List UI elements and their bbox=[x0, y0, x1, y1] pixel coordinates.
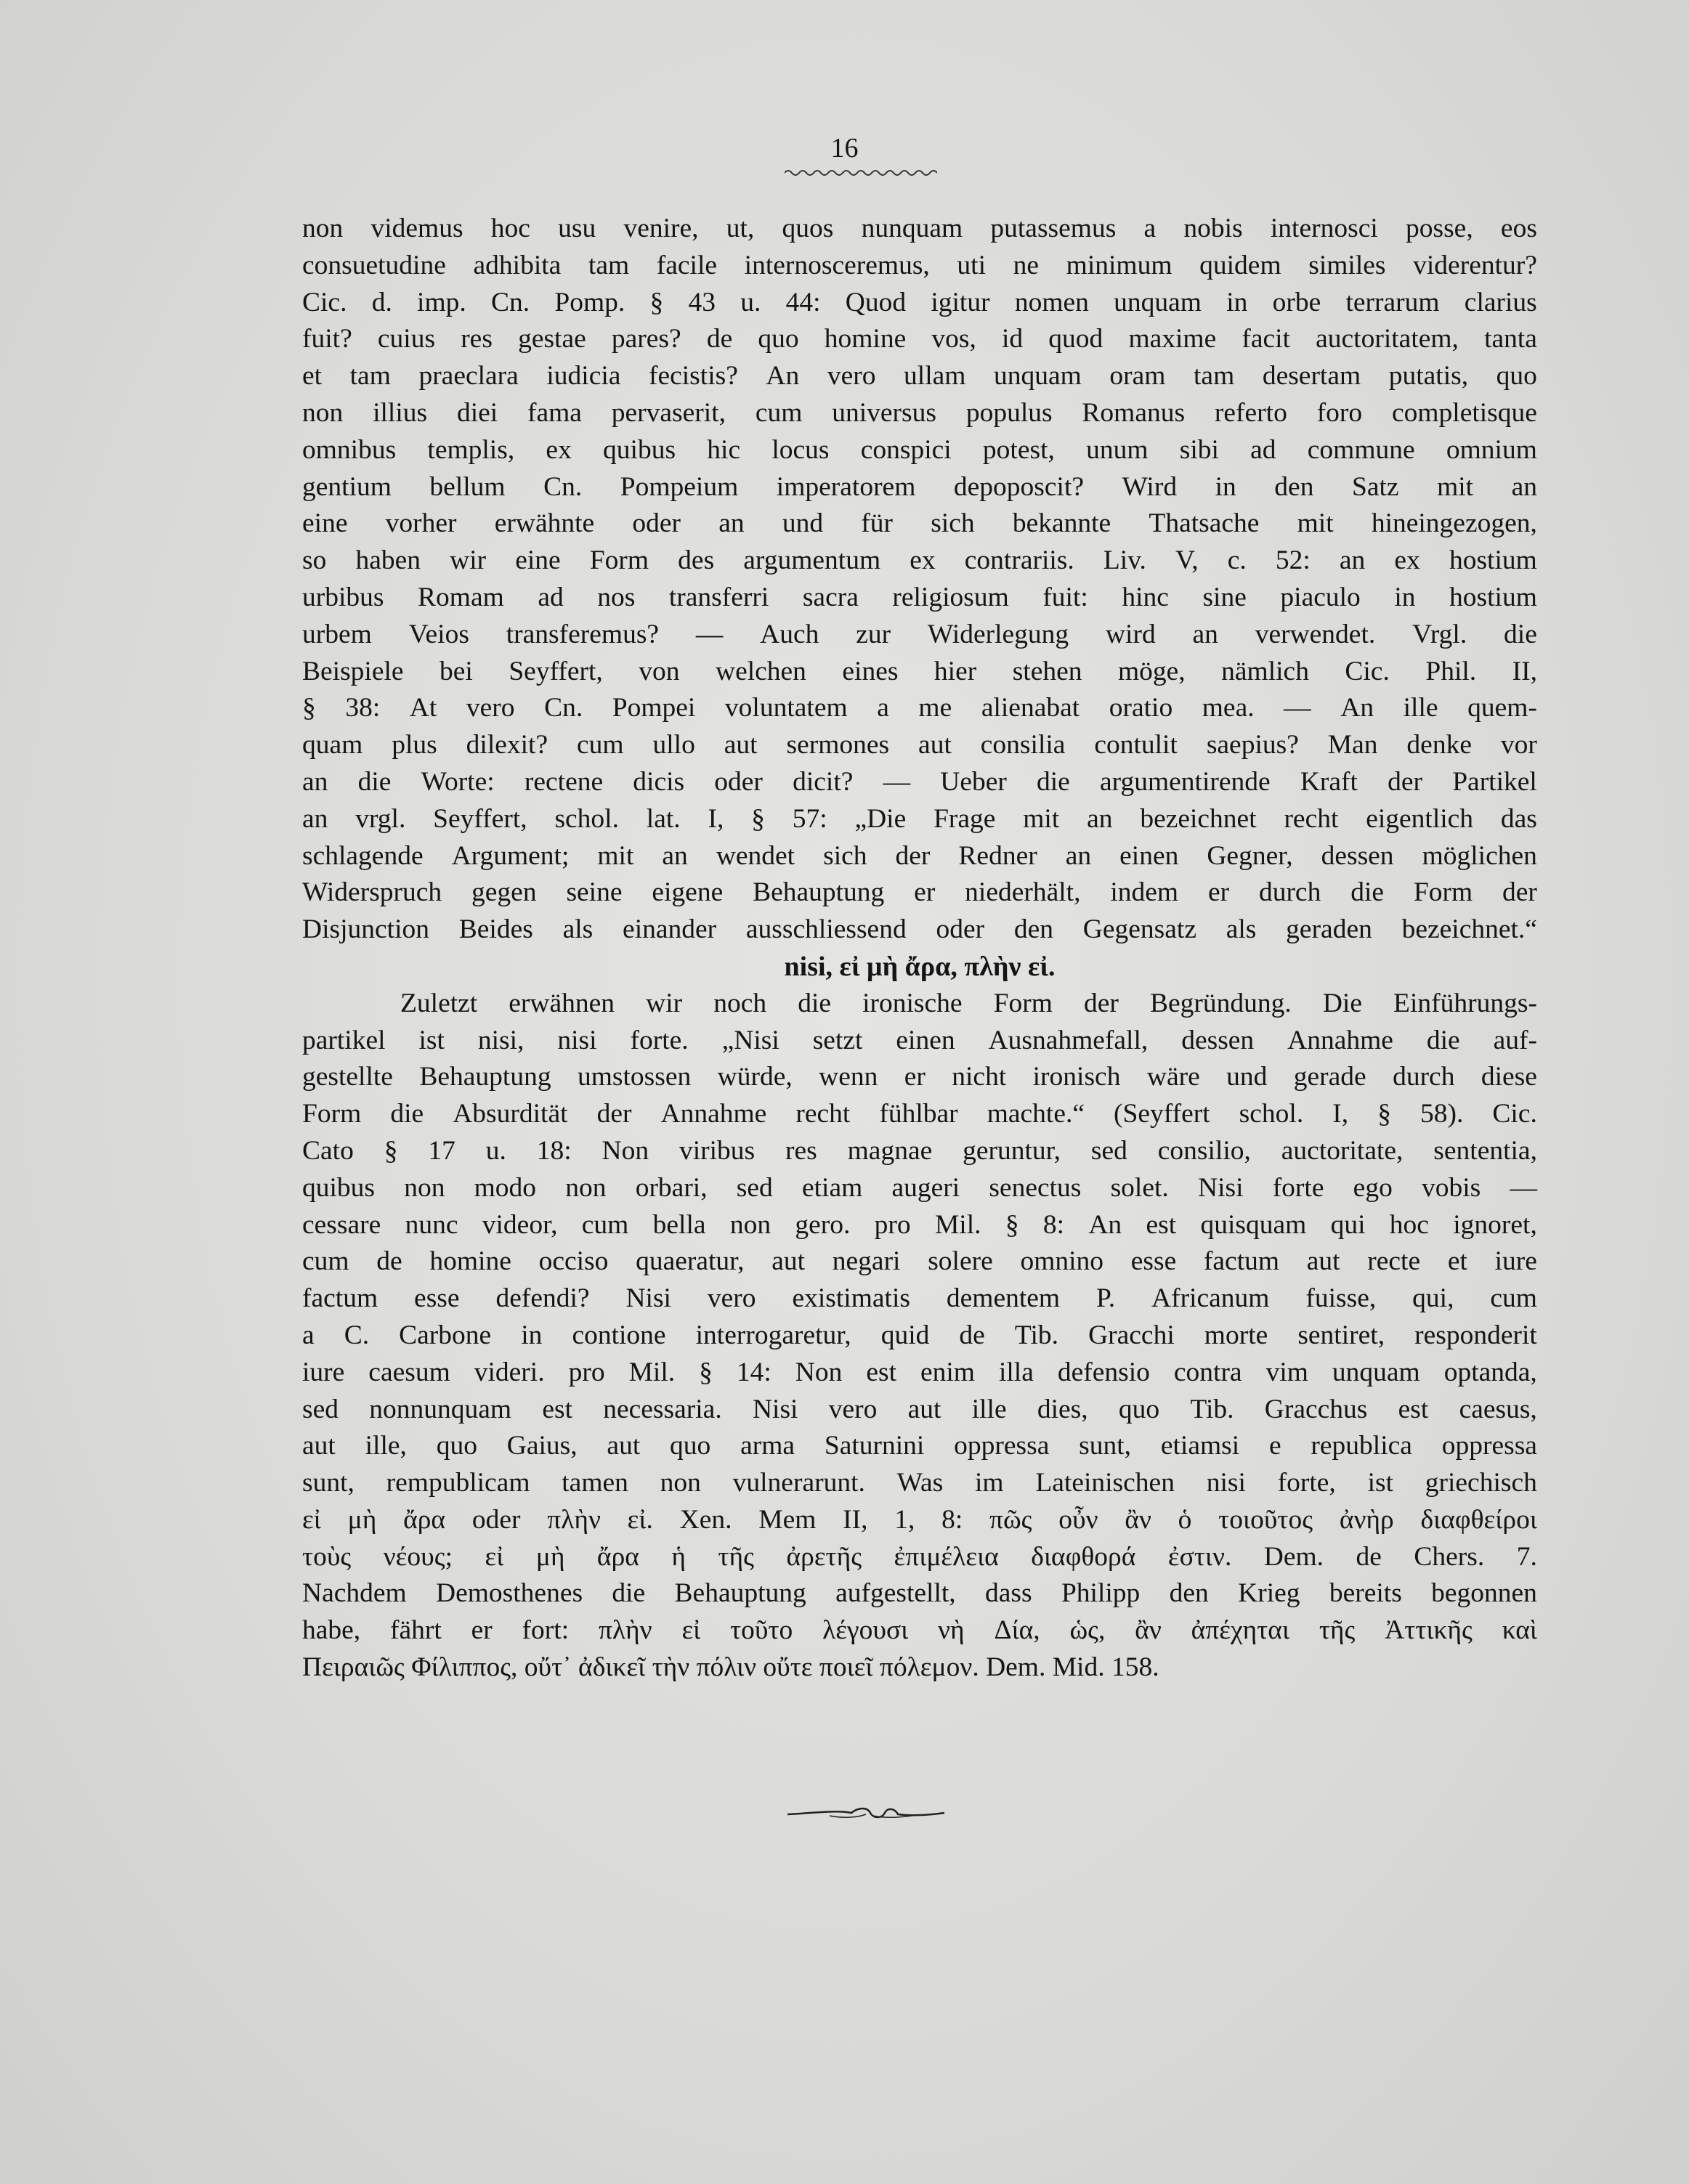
text-line: Widerspruch gegen seine eigene Behauptung er niederhält, indem er durch die Form der bbox=[302, 877, 1537, 908]
text-line: et tam praeclara iudicia fecistis? An vero ullam unquam oram tam desertam putatis, quo bbox=[302, 361, 1537, 391]
text-line: sunt, rempublicam tamen non vulnerarunt. Was im Lateinischen nisi forte, ist griechisch bbox=[302, 1468, 1537, 1498]
text-line: Cato § 17 u. 18: Non viribus res magnae geruntur, sed consilio, auctoritate, sententia, bbox=[302, 1135, 1537, 1166]
text-line: cessare nunc videor, cum bella non gero. pro Mil. § 8: An est quisquam qui hoc ignoret, bbox=[302, 1209, 1537, 1240]
text-line: quibus non modo non orbari, sed etiam augeri senectus solet. Nisi forte ego vobis — bbox=[302, 1172, 1537, 1203]
text-line: Form die Absurdität der Annahme recht fühlbar machte.“ (Seyffert schol. I, § 58). Cic. bbox=[302, 1099, 1537, 1129]
text-line: an die Worte: rectene dicis oder dicit? — Ueber die argumentirende Kraft der Partikel bbox=[302, 766, 1537, 797]
wavy-rule-ornament bbox=[785, 166, 937, 180]
text-line: non illius diei fama pervaserit, cum universus populus Romanus referto foro completisque bbox=[302, 397, 1537, 428]
text-line: quam plus dilexit? cum ullo aut sermones aut consilia contulit saepius? Man denke vor bbox=[302, 730, 1537, 760]
text-line: εἰ μὴ ἄρα oder πλὴν εἰ. Xen. Mem II, 1, 8: πῶς οὖν ἂν ὁ τοιοῦτος ἀνὴρ διαφθείροι bbox=[302, 1504, 1537, 1535]
text-line: τοὺς νέους; εἰ μὴ ἄρα ἡ τῆς ἀρετῆς ἐπιμέλεια διαφθορά ἐστιν. Dem. de Chers. 7. bbox=[302, 1541, 1537, 1572]
text-line: Disjunction Beides als einander ausschliessend oder den Gegensatz als geraden bezeichnet.“ bbox=[302, 914, 1537, 945]
body-text bbox=[302, 211, 1537, 1686]
text-line: urbem Veios transferemus? — Auch zur Widerlegung wird an verwendet. Vrgl. die bbox=[302, 619, 1537, 649]
text-line: an vrgl. Seyffert, schol. lat. I, § 57: „Die Frage mit an bezeichnet recht eigentlich das bbox=[302, 803, 1537, 834]
text-line: Zuletzt erwähnen wir noch die ironische Form der Begründung. Die Einführungs- bbox=[400, 988, 1537, 1018]
text-line: Beispiele bei Seyffert, von welchen eines hier stehen möge, nämlich Cic. Phil. II, bbox=[302, 656, 1537, 686]
page-number: 16 bbox=[830, 133, 859, 163]
section-heading: nisi, εἰ μὴ ἄρα, πλὴν εἰ. bbox=[784, 951, 1056, 982]
text-line: schlagende Argument; mit an wendet sich der Redner an einen Gegner, dessen möglichen bbox=[302, 840, 1537, 871]
text-line: factum esse defendi? Nisi vero existimatis dementem P. Africanum fuisse, qui, cum bbox=[302, 1283, 1537, 1314]
text-line: iure caesum videri. pro Mil. § 14: Non est enim illa defensio contra vim unquam optanda, bbox=[302, 1357, 1537, 1387]
closing-flourish-ornament bbox=[786, 1803, 946, 1824]
text-line: urbibus Romam ad nos transferri sacra religiosum fuit: hinc sine piaculo in hostium bbox=[302, 582, 1537, 612]
text-line: § 38: At vero Cn. Pompei voluntatem a me alienabat oratio mea. — An ille quem- bbox=[302, 693, 1537, 723]
text-line: omnibus templis, ex quibus hic locus conspici potest, unum sibi ad commune omnium bbox=[302, 434, 1537, 465]
text-line: so haben wir eine Form des argumentum ex contrariis. Liv. V, c. 52: an ex hostium bbox=[302, 545, 1537, 576]
text-line: non videmus hoc usu venire, ut, quos nunquam putassemus a nobis internosci posse, eos bbox=[302, 214, 1537, 243]
text-line: gentium bellum Cn. Pompeium imperatorem depoposcit? Wird in den Satz mit an bbox=[302, 471, 1537, 502]
text-line: eine vorher erwähnte oder an und für sich bekannte Thatsache mit hineingezogen, bbox=[302, 508, 1537, 539]
text-line: fuit? cuius res gestae pares? de quo homine vos, id quod maxime facit auctoritatem, tanta bbox=[302, 324, 1537, 354]
text-line: Cic. d. imp. Cn. Pomp. § 43 u. 44: Quod igitur nomen unquam in orbe terrarum clarius bbox=[302, 287, 1537, 317]
text-line: Πειραιῶς Φίλιππος, οὔτ᾽ ἀδικεῖ τὴν πόλιν οὔτε ποιεῖ πόλεμον. Dem. Mid. 158. bbox=[302, 1652, 1159, 1683]
text-line: gestellte Behauptung umstossen würde, wenn er nicht ironisch wäre und gerade durch diese bbox=[302, 1062, 1537, 1092]
text-line: habe, fährt er fort: πλὴν εἰ τοῦτο λέγουσι νὴ Δία, ὡς, ἂν ἀπέχηται τῆς Ἀττικῆς καὶ bbox=[302, 1615, 1537, 1646]
text-line: Nachdem Demosthenes die Behauptung aufgestellt, dass Philipp den Krieg bereits begonnen bbox=[302, 1578, 1537, 1609]
text-line: consuetudine adhibita tam facile internosceremus, uti ne minimum quidem similes viderentur? bbox=[302, 250, 1537, 280]
text-line: aut ille, quo Gaius, aut quo arma Saturnini oppressa sunt, etiamsi e republica oppressa bbox=[302, 1431, 1537, 1461]
text-line: cum de homine occiso quaeratur, aut negari solere omnino esse factum aut recte et iure bbox=[302, 1246, 1537, 1277]
text-line: sed nonnunquam est necessaria. Nisi vero aut ille dies, quo Tib. Gracchus est caesus, bbox=[302, 1394, 1537, 1424]
text-line: a C. Carbone in contione interrogaretur, quid de Tib. Gracchi morte sentiret, responderit bbox=[302, 1320, 1537, 1350]
text-line: partikel ist nisi, nisi forte. „Nisi setzt einen Ausnahmefall, dessen Annahme die auf- bbox=[302, 1025, 1537, 1055]
